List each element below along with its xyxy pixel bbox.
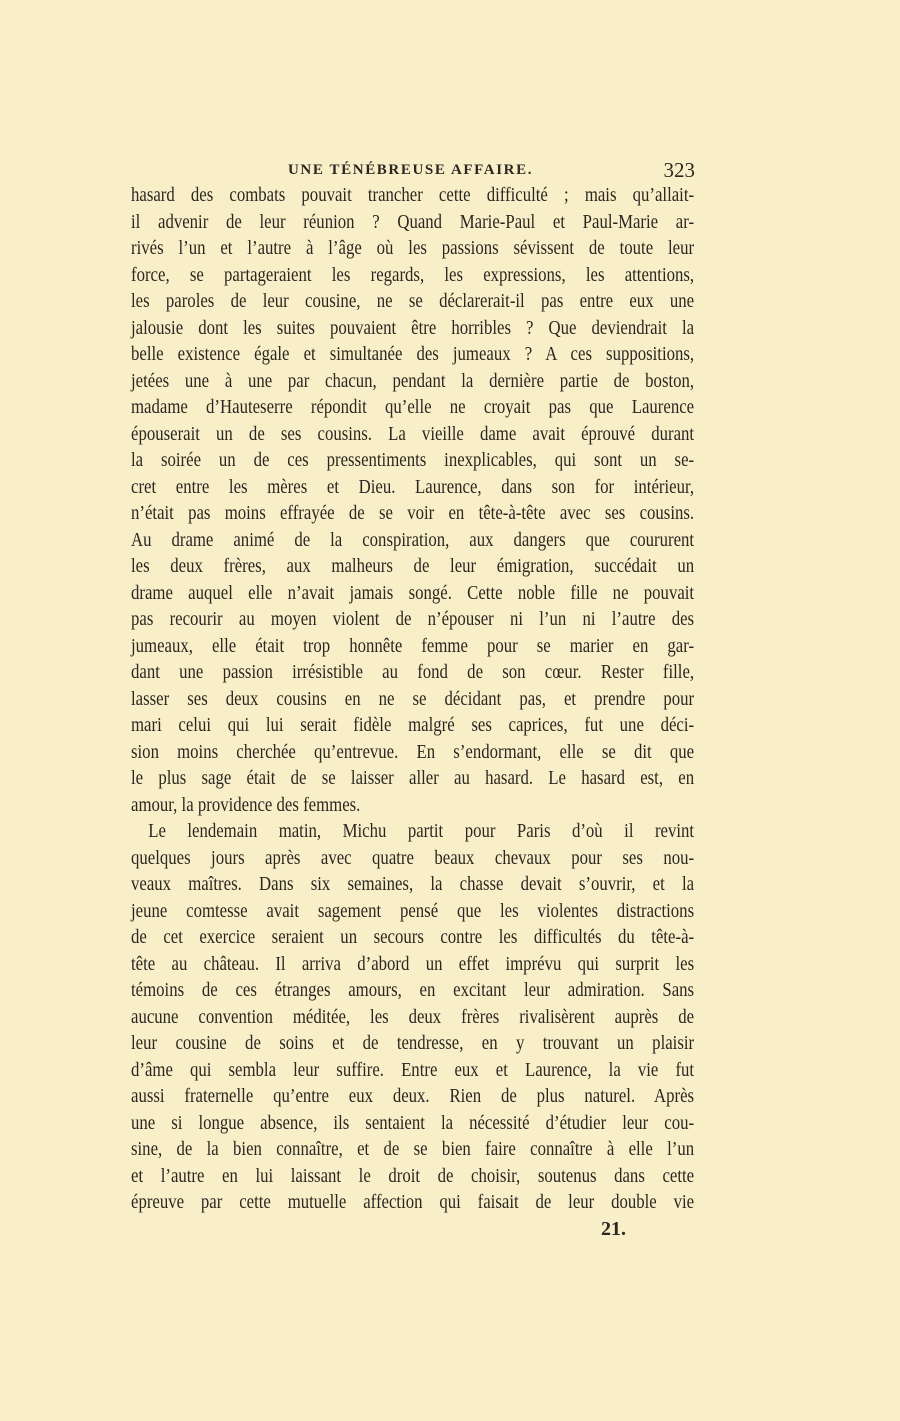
running-title: UNE TÉNÉBREUSE AFFAIRE. <box>288 162 534 178</box>
paragraph <box>131 183 694 819</box>
signature-mark: 21. <box>601 1218 626 1240</box>
text-line: le plus sage était de se laisser aller au hasard. Le hasard est, en <box>131 768 695 789</box>
text-line: rivés l’un et l’autre à l’âge où les passions sévissent de toute leur <box>131 238 695 259</box>
text-line: hasard des combats pouvait trancher cette difficulté ; mais qu’allait- <box>131 185 695 206</box>
text-line: Au drame animé de la conspiration, aux dangers que coururent <box>131 529 695 551</box>
text-line: sion moins cherchée qu’entrevue. En s’endormant, elle se dit que <box>131 741 695 763</box>
text-line: leur cousine de soins et de tendresse, en y trouvant un plaisir <box>131 1033 695 1054</box>
text-line: aussi fraternelle qu’entre eux deux. Rien de plus naturel. Après <box>131 1086 695 1107</box>
text-line: jalousie dont les suites pouvaient être horribles ? Que deviendrait la <box>131 317 695 339</box>
text-line: sine, de la bien connaître, et de se bien faire connaître à elle l’un <box>131 1139 695 1160</box>
text-line: mari celui qui lui serait fidèle malgré ses caprices, fut une déci- <box>131 715 695 736</box>
text-line: jumeaux, elle était trop honnête femme pour se marier en gar- <box>131 635 695 657</box>
text-line: les paroles de leur cousine, ne se déclarerait-il pas entre eux une <box>131 291 695 312</box>
text-line: les deux frères, aux malheurs de leur émigration, succédait un <box>131 556 695 577</box>
text-line: cret entre les mères et Dieu. Laurence, dans son for intérieur, <box>131 476 695 498</box>
paragraph <box>131 819 694 1217</box>
text-line: dant une passion irrésistible au fond de son cœur. Rester fille, <box>131 662 695 683</box>
text-line: il advenir de leur réunion ? Quand Marie-Paul et Paul-Marie ar- <box>131 211 695 233</box>
text-line: d’âme qui sembla leur suffire. Entre eux et Laurence, la vie fut <box>131 1059 695 1081</box>
running-header <box>130 158 695 186</box>
text-line: épouserait un de ses cousins. La vieille dame avait éprouvé durant <box>131 423 695 445</box>
text-line: force, se partageraient les regards, les expressions, les attentions, <box>131 264 695 286</box>
text-line: épreuve par cette mutuelle affection qui faisait de leur double vie <box>131 1192 695 1213</box>
text-line: amour, la providence des femmes. <box>131 794 361 816</box>
page-body <box>131 183 694 1217</box>
text-line: lasser ses deux cousins en ne se décidant pas, et prendre pour <box>131 688 695 710</box>
text-line: pas recourir au moyen violent de n’épouser ni l’un ni l’autre des <box>131 609 695 630</box>
text-line: drame auquel elle n’avait jamais songé. Cette noble fille ne pouvait <box>131 582 695 604</box>
text-line: veaux maîtres. Dans six semaines, la chasse devait s’ouvrir, et la <box>131 874 695 895</box>
text-line: tête au château. Il arriva d’abord un effet imprévu qui surprit les <box>131 953 695 975</box>
text-line: une si longue absence, ils sentaient la nécessité d’étudier leur cou- <box>131 1112 695 1134</box>
text-line: témoins de ces étranges amours, en excitant leur admiration. Sans <box>131 980 695 1001</box>
text-line: Le lendemain matin, Michu partit pour Paris d’où il revint <box>148 821 695 842</box>
text-line: et l’autre en lui laissant le droit de choisir, soutenus dans cette <box>131 1165 695 1187</box>
text-line: jeune comtesse avait sagement pensé que les violentes distractions <box>131 900 695 922</box>
text-line: de cet exercice seraient un secours contre les difficultés du tête-à- <box>131 927 695 948</box>
page-number: 323 <box>663 158 695 182</box>
text-line: aucune convention méditée, les deux frères rivalisèrent auprès de <box>131 1006 695 1028</box>
text-line: jetées une à une par chacun, pendant la dernière partie de boston, <box>131 370 695 392</box>
text-line: la soirée un de ces pressentiments inexplicables, qui sont un se- <box>131 450 695 471</box>
text-line: n’était pas moins effrayée de se voir en tête-à-tête avec ses cousins. <box>131 503 695 524</box>
text-line: madame d’Hauteserre répondit qu’elle ne croyait pas que Laurence <box>131 397 695 418</box>
text-line: quelques jours après avec quatre beaux chevaux pour ses nou- <box>131 847 695 869</box>
text-line: belle existence égale et simultanée des jumeaux ? A ces suppositions, <box>131 344 695 365</box>
